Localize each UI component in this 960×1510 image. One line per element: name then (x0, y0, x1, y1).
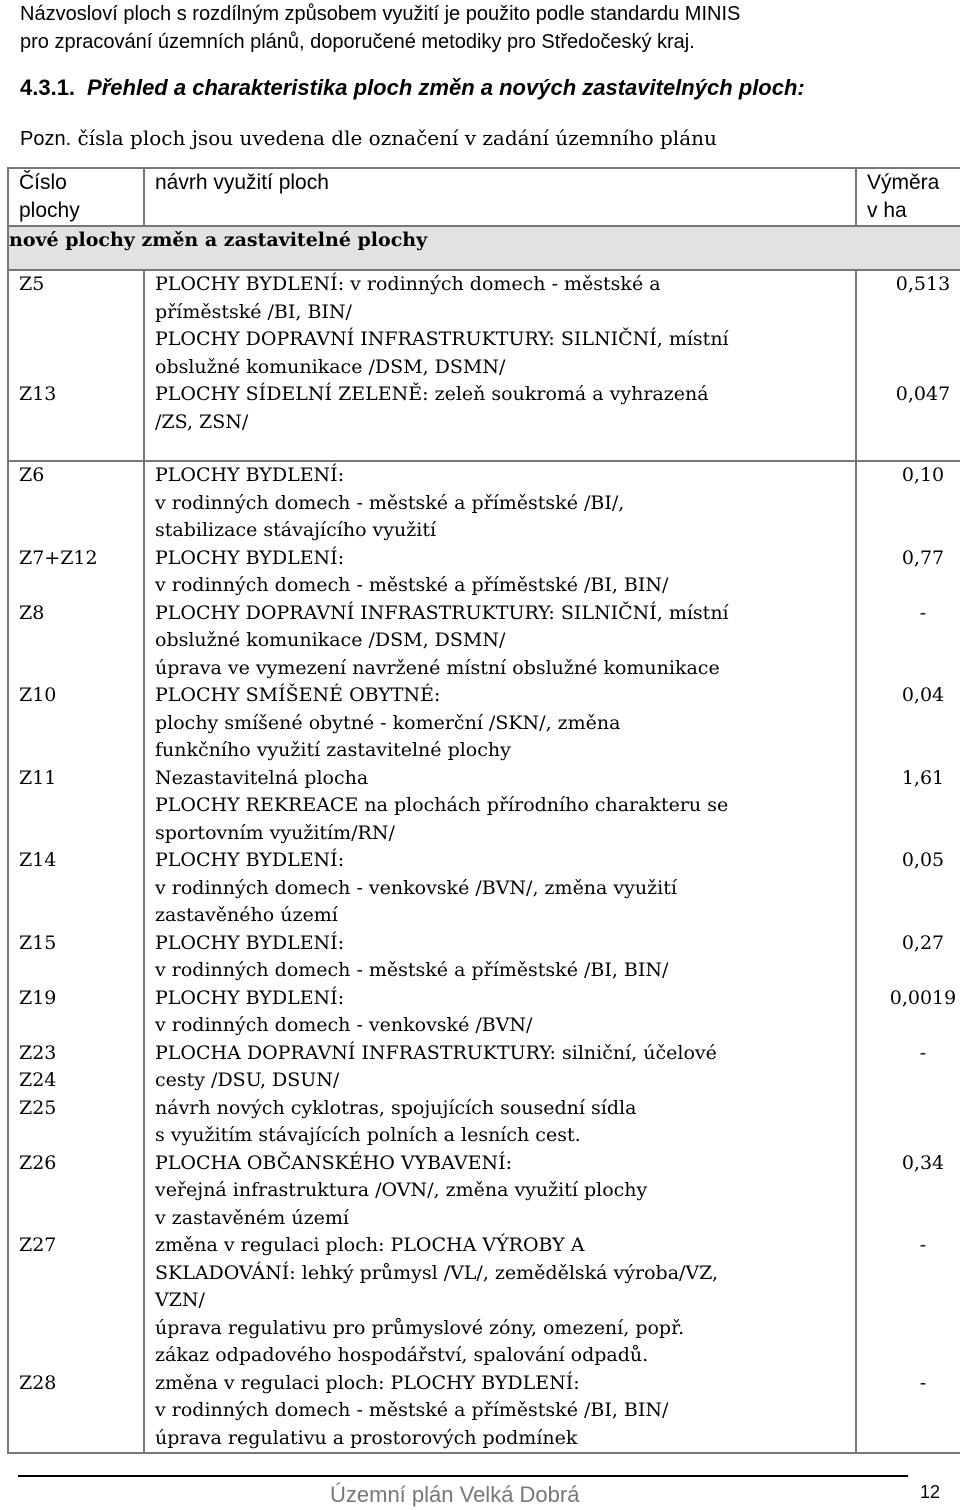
area-block (857, 847, 960, 930)
cell-line: návrh nových cyklotras, spojujících sousední sídla (155, 1096, 637, 1119)
cell-line: VZN/ (155, 1289, 205, 1311)
area-value: - (919, 1041, 927, 1064)
cell-description (144, 270, 856, 461)
cell-line: sportovním využitím/RN/ (155, 821, 395, 844)
cell-line: obslužné komunikace /DSM, DSMN/ (155, 355, 506, 378)
cell-line: PLOCHY DOPRAVNÍ INFRASTRUKTURY: SILNIČNÍ, místní (155, 328, 729, 350)
header-text: Výměra (867, 171, 940, 194)
cell-line: Z7+Z12 (19, 546, 98, 569)
description-block (155, 1370, 855, 1453)
description-block (155, 545, 855, 600)
area-value: 0,05 (901, 849, 945, 871)
area-value: 0,27 (901, 931, 945, 954)
cell-line: PLOCHY BYDLENÍ: (155, 931, 345, 954)
cell-line: zastavěného území (155, 904, 338, 926)
areas-table (7, 167, 960, 1454)
area-value: 0,77 (901, 546, 945, 569)
description-block (155, 985, 855, 1040)
cell-line: cesty /DSU, DSUN/ (155, 1069, 340, 1091)
id-block (19, 1370, 143, 1453)
area-block (857, 765, 960, 848)
area-value: 0,34 (901, 1151, 945, 1174)
intro-paragraph (20, 0, 950, 56)
cell-line: Z19 (19, 986, 57, 1009)
id-block (19, 1150, 143, 1233)
id-block (19, 545, 143, 600)
cell-area (856, 270, 960, 461)
description-block (155, 1232, 855, 1370)
table-row-group (8, 461, 960, 1453)
header-vymera (856, 168, 960, 226)
intro-line: Názvosloví ploch s rozdílným způsobem využití je použito podle standardu MINIS (20, 3, 741, 25)
cell-line: PLOCHA OBČANSKÉHO VYBAVENÍ: (155, 1151, 513, 1174)
cell-line: Z5 (19, 273, 45, 295)
cell-line: PLOCHY SÍDELNÍ ZELENĚ: zeleň soukromá a vyhrazená (155, 383, 709, 405)
id-block (19, 765, 143, 848)
table-row-group (8, 270, 960, 461)
cell-line: v rodinných domech - venkovské /BVN/ (155, 1014, 533, 1036)
cell-line: Z23 (19, 1041, 57, 1064)
area-value: 1,61 (901, 766, 945, 789)
area-block (857, 271, 960, 381)
description-block (155, 462, 855, 545)
id-block (19, 985, 143, 1040)
cell-line: úprava regulativu pro průmyslové zóny, omezení, popř. (155, 1316, 685, 1339)
cell-line: PLOCHY BYDLENÍ: (155, 986, 345, 1009)
cell-line: Z24 (19, 1069, 57, 1091)
area-block (857, 930, 960, 985)
cell-line: Z8 (19, 601, 45, 624)
cell-line: v rodinných domech - městské a příměstské /BI, BIN/ (155, 574, 669, 596)
cell-line: funkčního využití zastavitelné plochy (155, 739, 511, 761)
cell-line: úprava regulativu a prostorových podmínek (155, 1426, 578, 1449)
cell-area (856, 461, 960, 1453)
note-text: čísla ploch jsou uvedena dle označení v zadání územního plánu (71, 126, 717, 150)
cell-line: PLOCHY BYDLENÍ: (155, 849, 345, 871)
area-value: - (919, 1371, 927, 1394)
area-block (857, 985, 960, 1040)
cell-line: veřejná infrastruktura /OVN/, změna využití plochy (155, 1179, 648, 1201)
description-block (155, 682, 855, 765)
cell-line: PLOCHY DOPRAVNÍ INFRASTRUKTURY: SILNIČNÍ, místní (155, 601, 729, 624)
page-number: 12 (920, 1482, 941, 1502)
table-band-row (8, 226, 960, 270)
cell-line: PLOCHY BYDLENÍ: (155, 546, 345, 569)
description-block (155, 930, 855, 985)
area-block (857, 682, 960, 765)
description-block (155, 271, 855, 381)
id-block (19, 1040, 143, 1150)
cell-line: plochy smíšené obytné - komerční /SKN/, změna (155, 711, 621, 734)
header-text: návrh využití ploch (155, 171, 329, 194)
area-value: 0,04 (901, 684, 945, 706)
description-block (155, 600, 855, 683)
note-lead: Pozn. (20, 128, 72, 150)
footer-rule (18, 1475, 908, 1477)
description-block (155, 847, 855, 930)
description-block (155, 1040, 855, 1150)
description-block (155, 765, 855, 848)
section-number: 4.3.1. (20, 75, 76, 100)
cell-line: Z13 (19, 383, 57, 405)
area-value: 0,0019 (889, 986, 957, 1009)
cell-line: změna v regulaci ploch: PLOCHA VÝROBY A (155, 1234, 585, 1256)
cell-line: v rodinných domech - městské a příměstské /BI, BIN/ (155, 1399, 669, 1421)
area-block (857, 381, 960, 436)
cell-line: Z27 (19, 1234, 57, 1256)
cell-line: PLOCHY BYDLENÍ: v rodinných domech - městské a (155, 273, 661, 295)
band-label: nové plochy změn a zastavitelné plochy (8, 226, 960, 270)
id-block (19, 847, 143, 930)
area-block (857, 545, 960, 600)
header-text: Číslo (19, 171, 67, 194)
cell-id (8, 270, 144, 461)
cell-line: Z15 (19, 931, 57, 954)
id-block (19, 682, 143, 765)
area-block (857, 1150, 960, 1233)
id-block (19, 381, 143, 436)
header-text: plochy (19, 198, 80, 222)
description-block (155, 381, 855, 436)
cell-line: v rodinných domech - městské a příměstské /BI/, (155, 491, 625, 514)
description-block (155, 1150, 855, 1233)
cell-line: SKLADOVÁNÍ: lehký průmysl /VL/, zemědělská výroba/VZ, (155, 1261, 719, 1284)
cell-line: PLOCHA DOPRAVNÍ INFRASTRUKTURY: silniční, účelové (155, 1041, 717, 1064)
area-value: 0,10 (901, 464, 945, 486)
id-block (19, 600, 143, 683)
area-value: - (919, 601, 927, 624)
id-block (19, 462, 143, 545)
cell-line: Z10 (19, 684, 57, 706)
cell-line: Z28 (19, 1371, 57, 1394)
cell-id (8, 461, 144, 1453)
cell-line: v rodinných domech - městské a příměstské /BI, BIN/ (155, 959, 669, 981)
cell-line: v rodinných domech - venkovské /BVN/, změna využití (155, 876, 677, 899)
cell-line: Z25 (19, 1096, 57, 1119)
intro-line: pro zpracování územních plánů, doporučené metodiky pro Středočeský kraj. (20, 31, 695, 53)
cell-line: příměstské /BI, BIN/ (155, 300, 352, 323)
footer-title: Územní plán Velká Dobrá (330, 1482, 580, 1507)
note (20, 124, 950, 153)
cell-line: obslužné komunikace /DSM, DSMN/ (155, 629, 506, 651)
header-cislo (8, 168, 144, 226)
area-block (857, 1040, 960, 1150)
cell-line: stabilizace stávajícího využití (155, 519, 437, 541)
cell-line: Nezastavitelná plocha (155, 766, 369, 789)
cell-line: v zastavěném území (155, 1206, 349, 1229)
area-block (857, 462, 960, 545)
cell-line: Z6 (19, 464, 45, 486)
header-navrh (144, 168, 856, 226)
cell-line: PLOCHY BYDLENÍ: (155, 464, 345, 486)
section-title: Přehled a charakteristika ploch změn a nových zastavitelných ploch: (87, 75, 805, 100)
cell-line: /ZS, ZSN/ (155, 410, 249, 433)
area-block (857, 1370, 960, 1453)
cell-line: s využitím stávajících polních a lesních cest. (155, 1124, 581, 1146)
cell-line: změna v regulaci ploch: PLOCHY BYDLENÍ: (155, 1371, 580, 1394)
header-text: v ha (867, 198, 907, 222)
area-block (857, 600, 960, 683)
id-block (19, 930, 143, 985)
cell-line: PLOCHY SMÍŠENÉ OBYTNÉ: (155, 684, 441, 706)
cell-line: Z14 (19, 849, 57, 871)
cell-line: Z11 (19, 766, 57, 789)
area-value: 0,513 (895, 273, 951, 295)
cell-line: Z26 (19, 1151, 57, 1174)
cell-line: úprava ve vymezení navržené místní obslužné komunikace (155, 656, 720, 679)
cell-description (144, 461, 856, 1453)
cell-line: PLOCHY REKREACE na plochách přírodního charakteru se (155, 794, 729, 816)
section-heading (20, 72, 950, 104)
cell-line: zákaz odpadového hospodářství, spalování odpadů. (155, 1344, 649, 1366)
id-block (19, 271, 143, 381)
table-header-row (8, 168, 960, 226)
area-value: - (919, 1234, 927, 1256)
area-value: 0,047 (895, 383, 951, 405)
id-block (19, 1232, 143, 1370)
area-block (857, 1232, 960, 1370)
